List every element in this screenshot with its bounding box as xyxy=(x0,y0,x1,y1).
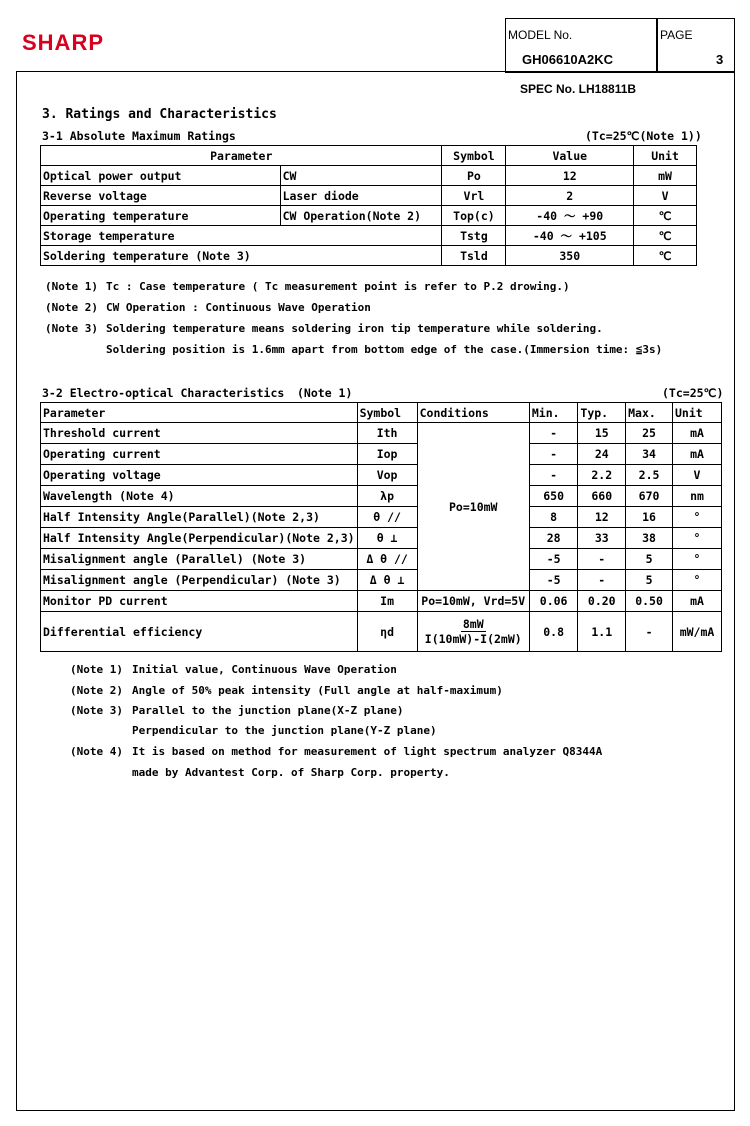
header-max: Max. xyxy=(626,403,673,423)
abs-max-condition: (Tc=25℃(Note 1)) xyxy=(585,129,702,143)
section-title: 3. Ratings and Characteristics xyxy=(42,107,277,122)
unit-cell: ℃ xyxy=(634,246,697,266)
eo-note-label: (Note 2) xyxy=(70,684,123,697)
table-row xyxy=(41,423,722,444)
table-row xyxy=(41,246,697,266)
symbol-cell: Tstg xyxy=(442,226,506,246)
symbol-cell: Po xyxy=(442,166,506,186)
param-cell: Misalignment angle (Perpendicular) (Note 3) xyxy=(41,570,358,591)
eo-note-label: (Note 3) xyxy=(70,704,123,717)
min-cell: 650 xyxy=(529,486,578,507)
header-divider xyxy=(656,18,658,71)
header-value: Value xyxy=(506,146,634,166)
typ-cell: 33 xyxy=(578,528,626,549)
param-cell: Wavelength (Note 4) xyxy=(41,486,358,507)
table-row xyxy=(41,166,697,186)
max-cell: 25 xyxy=(626,423,673,444)
eo-note-text: Angle of 50% peak intensity (Full angle at half-maximum) xyxy=(132,684,503,697)
param-cell: Misalignment angle (Parallel) (Note 3) xyxy=(41,549,358,570)
symbol-cell: Vrl xyxy=(442,186,506,206)
header-symbol: Symbol xyxy=(442,146,506,166)
unit-cell: ℃ xyxy=(634,226,697,246)
spec-number: SPEC No. LH18811B xyxy=(520,82,637,96)
cond-cell: Laser diode xyxy=(280,186,442,206)
eo-note-text: It is based on method for measurement of light spectrum analyzer Q8344A xyxy=(132,745,603,758)
symbol-cell: ηd xyxy=(357,612,417,652)
abs-note-text: CW Operation : Continuous Wave Operation xyxy=(106,301,371,314)
header-min: Min. xyxy=(529,403,578,423)
typ-cell: - xyxy=(578,549,626,570)
param-cell: Optical power output xyxy=(41,166,281,186)
typ-cell: 1.1 xyxy=(578,612,626,652)
abs-note-text: Soldering temperature means soldering iron tip temperature while soldering. xyxy=(106,322,603,335)
abs-header-row xyxy=(41,146,697,166)
header-typ: Typ. xyxy=(578,403,626,423)
table-row xyxy=(41,591,722,612)
fraction-condition-cell xyxy=(417,612,529,652)
param-cell: Reverse voltage xyxy=(41,186,281,206)
max-cell: 5 xyxy=(626,549,673,570)
eo-title: 3-2 Electro-optical Characteristics xyxy=(42,386,285,400)
unit-cell: ° xyxy=(673,507,722,528)
eo-note-label: (Note 4) xyxy=(70,745,123,758)
abs-note-label: (Note 3) xyxy=(45,322,98,335)
table-row xyxy=(41,226,697,246)
header-unit: Unit xyxy=(634,146,697,166)
max-cell: 5 xyxy=(626,570,673,591)
min-cell: 0.8 xyxy=(529,612,578,652)
unit-cell: ° xyxy=(673,570,722,591)
eo-note-label: (Note 1) xyxy=(70,663,123,676)
unit-cell: nm xyxy=(673,486,722,507)
typ-cell: - xyxy=(578,570,626,591)
symbol-cell: Δ θ // xyxy=(357,549,417,570)
abs-max-table xyxy=(40,145,697,266)
unit-cell: ° xyxy=(673,549,722,570)
max-cell: 16 xyxy=(626,507,673,528)
max-cell: 2.5 xyxy=(626,465,673,486)
table-row xyxy=(41,444,722,465)
unit-cell: ℃ xyxy=(634,206,697,226)
param-cell: Storage temperature xyxy=(41,226,442,246)
param-cell: Half Intensity Angle(Parallel)(Note 2,3) xyxy=(41,507,358,528)
unit-cell: mA xyxy=(673,423,722,444)
typ-cell: 2.2 xyxy=(578,465,626,486)
model-label: MODEL No. xyxy=(508,28,573,42)
table-row xyxy=(41,465,722,486)
value-cell: 12 xyxy=(506,166,634,186)
abs-note-label: (Note 2) xyxy=(45,301,98,314)
header-parameter: Parameter xyxy=(41,403,358,423)
eo-note-text: Perpendicular to the junction plane(Y-Z plane) xyxy=(132,724,437,737)
symbol-cell: Iop xyxy=(357,444,417,465)
typ-cell: 0.20 xyxy=(578,591,626,612)
symbol-cell: Ith xyxy=(357,423,417,444)
value-cell: -40 ～ +105 xyxy=(506,226,634,246)
abs-note-label: (Note 1) xyxy=(45,280,98,293)
model-value: GH06610A2KC xyxy=(522,52,614,67)
cond-cell: CW xyxy=(280,166,442,186)
eo-title-note: (Note 1) xyxy=(297,386,353,400)
table-row xyxy=(41,612,722,652)
abs-note-text: Soldering position is 1.6mm apart from bottom edge of the case.(Immersion time: ≦3s) xyxy=(106,343,663,356)
symbol-cell: λp xyxy=(357,486,417,507)
typ-cell: 660 xyxy=(578,486,626,507)
symbol-cell: Top(c) xyxy=(442,206,506,226)
param-cell: Half Intensity Angle(Perpendicular)(Note 2,3) xyxy=(41,528,358,549)
table-row xyxy=(41,206,697,226)
symbol-cell: Im xyxy=(357,591,417,612)
unit-cell: mW/mA xyxy=(673,612,722,652)
page-label: PAGE xyxy=(660,28,693,42)
typ-cell: 15 xyxy=(578,423,626,444)
unit-cell: V xyxy=(634,186,697,206)
table-row xyxy=(41,486,722,507)
min-cell: - xyxy=(529,465,578,486)
eo-note-text: Initial value, Continuous Wave Operation xyxy=(132,663,397,676)
max-cell: - xyxy=(626,612,673,652)
symbol-cell: Tsld xyxy=(442,246,506,266)
max-cell: 38 xyxy=(626,528,673,549)
eo-note-text: Parallel to the junction plane(X-Z plane) xyxy=(132,704,404,717)
table-row xyxy=(41,528,722,549)
eo-condition: (Tc=25℃) xyxy=(662,386,724,400)
unit-cell: mW xyxy=(634,166,697,186)
max-cell: 34 xyxy=(626,444,673,465)
min-cell: - xyxy=(529,423,578,444)
param-cell: Threshold current xyxy=(41,423,358,444)
param-cell: Differential efficiency xyxy=(41,612,358,652)
table-row xyxy=(41,186,697,206)
param-cell: Soldering temperature (Note 3) xyxy=(41,246,442,266)
min-cell: -5 xyxy=(529,549,578,570)
param-cell: Operating voltage xyxy=(41,465,358,486)
min-cell: 0.06 xyxy=(529,591,578,612)
unit-cell: mA xyxy=(673,591,722,612)
param-cell: Operating temperature xyxy=(41,206,281,226)
typ-cell: 24 xyxy=(578,444,626,465)
param-cell: Monitor PD current xyxy=(41,591,358,612)
typ-cell: 12 xyxy=(578,507,626,528)
table-row xyxy=(41,549,722,570)
abs-note-text: Tc : Case temperature ( Tc measurement point is refer to P.2 drowing.) xyxy=(106,280,570,293)
cond-cell: CW Operation(Note 2) xyxy=(280,206,442,226)
max-cell: 0.50 xyxy=(626,591,673,612)
value-cell: 2 xyxy=(506,186,634,206)
symbol-cell: Vop xyxy=(357,465,417,486)
header-conditions: Conditions xyxy=(417,403,529,423)
table-row xyxy=(41,570,722,591)
param-cell: Operating current xyxy=(41,444,358,465)
fraction-numerator: 8mW xyxy=(462,617,484,631)
min-cell: 8 xyxy=(529,507,578,528)
value-cell: -40 ～ +90 xyxy=(506,206,634,226)
symbol-cell: θ ⊥ xyxy=(357,528,417,549)
fraction-denominator: I(10mW)-I(2mW) xyxy=(424,632,522,646)
eo-note-text: made by Advantest Corp. of Sharp Corp. property. xyxy=(132,766,450,779)
max-cell: 670 xyxy=(626,486,673,507)
header-unit: Unit xyxy=(673,403,722,423)
unit-cell: mA xyxy=(673,444,722,465)
unit-cell: V xyxy=(673,465,722,486)
condition-cell: Po=10mW, Vrd=5V xyxy=(417,591,529,612)
min-cell: - xyxy=(529,444,578,465)
header-symbol: Symbol xyxy=(357,403,417,423)
eo-table xyxy=(40,402,722,652)
value-cell: 350 xyxy=(506,246,634,266)
symbol-cell: Δ θ ⊥ xyxy=(357,570,417,591)
symbol-cell: θ // xyxy=(357,507,417,528)
abs-max-title: 3-1 Absolute Maximum Ratings xyxy=(42,129,236,143)
table-row xyxy=(41,507,722,528)
page-number: 3 xyxy=(716,52,724,67)
header-parameter: Parameter xyxy=(41,146,442,166)
min-cell: 28 xyxy=(529,528,578,549)
min-cell: -5 xyxy=(529,570,578,591)
shared-condition-cell: Po=10mW xyxy=(417,423,529,591)
sharp-logo: SHARP xyxy=(22,30,105,55)
eo-header-row xyxy=(41,403,722,423)
unit-cell: ° xyxy=(673,528,722,549)
